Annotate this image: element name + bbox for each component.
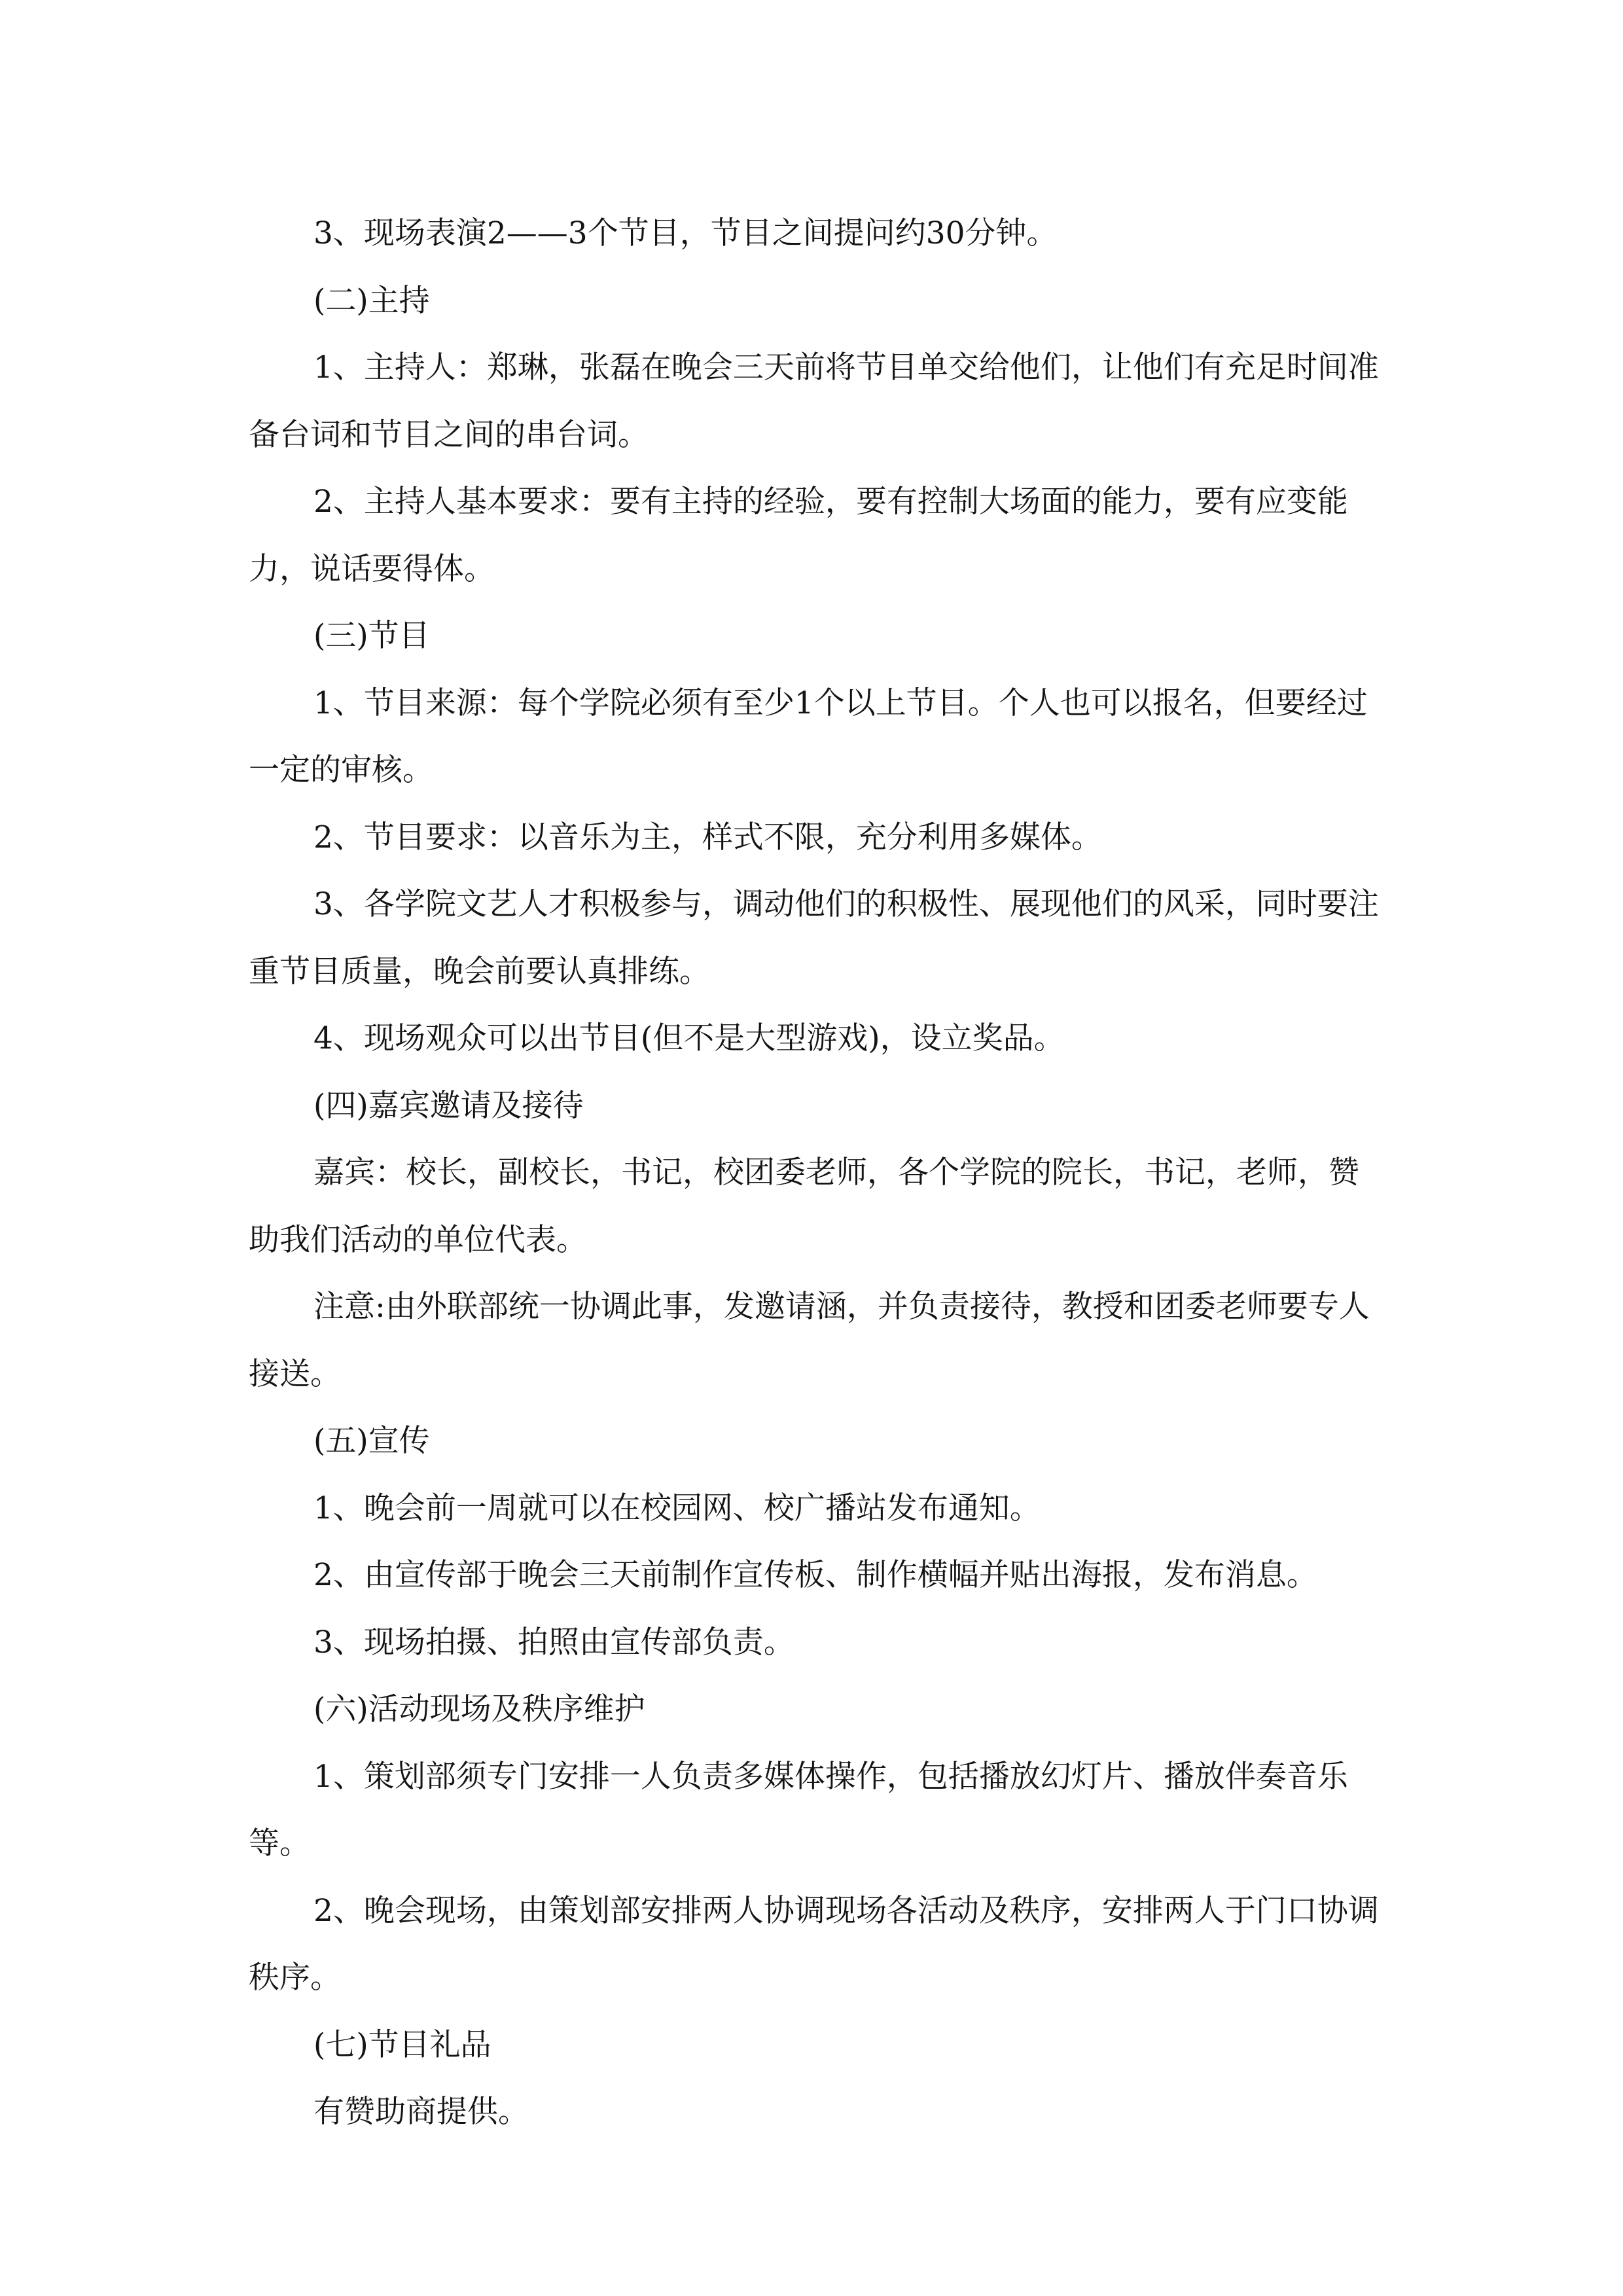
paragraph: 1、晚会前一周就可以在校园网、校广播站发布通知。	[313, 1490, 1041, 1526]
document-body	[249, 200, 1387, 2146]
paragraph: 2、节目要求：以音乐为主，样式不限，充分利用多媒体。	[313, 819, 1102, 855]
paragraph: 3、现场拍摄、拍照由宣传部负责。	[313, 1624, 794, 1660]
paragraph: 1、策划部须专门安排一人负责多媒体操作，包括播放幻灯片、播放伴奏音乐等。	[249, 1758, 1348, 1861]
paragraph: 3、现场表演2——3个节目，节目之间提问约30分钟。	[313, 215, 1058, 251]
paragraph: 注意:由外联部统一协调此事，发邀请涵，并负责接待，教授和团委老师要专人接送。	[249, 1289, 1370, 1392]
section-heading: (六)活动现场及秩序维护	[313, 1691, 645, 1727]
paragraph: 1、主持人：郑琳，张磊在晚会三天前将节目单交给他们，让他们有充足时间准备台词和节目之间的串台词。	[249, 350, 1379, 453]
paragraph: 有赞助商提供。	[313, 2094, 529, 2130]
paragraph: 4、现场观众可以出节目(但不是大型游戏)，设立奖品。	[313, 1020, 1065, 1056]
paragraph: 3、各学院文艺人才积极参与，调动他们的积极性、展现他们的风采，同时要注重节目质量，晚会前要认真排练。	[249, 886, 1379, 990]
section-heading: (二)主持	[313, 282, 430, 319]
paragraph: 1、节目来源：每个学院必须有至少1个以上节目。个人也可以报名，但要经过一定的审核。	[249, 685, 1368, 788]
section-heading: (五)宣传	[313, 1423, 430, 1459]
paragraph: 2、由宣传部于晚会三天前制作宣传板、制作横幅并贴出海报，发布消息。	[313, 1557, 1317, 1593]
paragraph: 2、主持人基本要求：要有主持的经验，要有控制大场面的能力，要有应变能力，说话要得体。	[249, 484, 1348, 587]
paragraph: 嘉宾：校长，副校长，书记，校团委老师，各个学院的院长，书记，老师，赞助我们活动的单位代表。	[249, 1155, 1359, 1258]
paragraph: 2、晚会现场，由策划部安排两人协调现场各活动及秩序，安排两人于门口协调秩序。	[249, 1892, 1379, 1996]
section-heading: (三)节目	[313, 618, 430, 654]
section-heading: (七)节目礼品	[313, 2026, 491, 2063]
section-heading: (四)嘉宾邀请及接待	[313, 1087, 584, 1124]
